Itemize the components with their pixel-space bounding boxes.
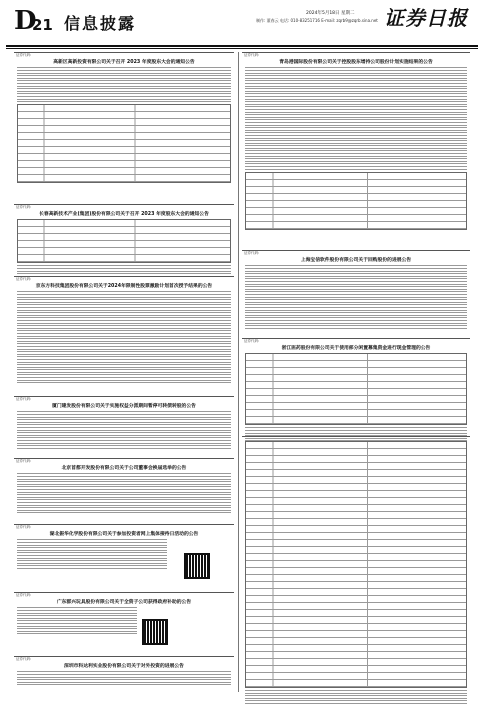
- notice-body: [17, 539, 167, 569]
- notice-title: 厦门建发股份有限公司关于实施权益分派期间暂停可转债转股的公告: [52, 403, 196, 409]
- notice-body: [245, 265, 467, 328]
- page-letter: D: [14, 6, 37, 36]
- notice-2: [14, 204, 234, 275]
- notice-body: [17, 291, 231, 383]
- notice-title: 高新区高新投资有限公司关于召开 2023 年度股东大会的通知公告: [53, 59, 195, 65]
- newspaper-logo: 证券日报: [384, 6, 468, 30]
- notice-1: [14, 52, 234, 203]
- notice-table-block: [242, 436, 470, 693]
- date-line: 2024年5月18日 星期二: [306, 11, 355, 16]
- notice-title: 广东群兴玩具股份有限公司关于全资子公司获得政府补助的公告: [56, 599, 192, 605]
- notice-body: [17, 411, 231, 448]
- notice-code: 证券代码:: [244, 53, 260, 57]
- notice-body: [245, 690, 467, 704]
- section-title: 信息披露: [64, 14, 137, 33]
- notice-code: 证券代码:: [16, 397, 32, 401]
- notice-title: 京东方科技集团股份有限公司关于2024年限制性股票激励计划首次授予结果的公告: [35, 283, 213, 289]
- notice-table: [245, 441, 467, 688]
- column-divider: [238, 52, 239, 692]
- notice-table: [245, 172, 467, 230]
- notice-title: 青岛港国际股份有限公司关于控股股东增持公司股份计划实施结果的公告: [279, 59, 433, 65]
- notice-4: [14, 396, 234, 457]
- notice-code: 证券代码:: [244, 339, 260, 343]
- notice-code: 证券代码:: [16, 277, 32, 281]
- notice-body: [245, 67, 467, 169]
- notice-11: [242, 338, 470, 435]
- qr-code: [142, 619, 168, 645]
- notice-body: [17, 67, 231, 102]
- notice-3: [14, 276, 234, 395]
- notice-title: 深圳市科达利实业股份有限公司关于对外投资的进展公告: [64, 663, 184, 669]
- notice-title: 上海宝信软件股份有限公司关于回购股份的进展公告: [300, 257, 412, 263]
- notice-5: [14, 458, 234, 523]
- notice-code: 证券代码:: [16, 459, 32, 463]
- notice-7: [14, 592, 234, 655]
- notice-table: [17, 104, 231, 183]
- header-rule-thin: [6, 48, 478, 49]
- notice-title: 湖北振华化学股份有限公司关于参加投资者网上集体接待日活动的公告: [49, 531, 199, 537]
- qr-code: [184, 553, 210, 579]
- left-column: [14, 52, 234, 692]
- notice-table: [17, 219, 231, 263]
- notice-8: [14, 656, 234, 693]
- notice-code: 证券代码:: [16, 205, 32, 209]
- notice-body: [17, 607, 137, 634]
- notice-code: 证券代码:: [16, 525, 32, 529]
- notice-table: [245, 353, 467, 425]
- notice-body: [17, 473, 231, 513]
- right-column: [242, 52, 470, 692]
- masthead: [6, 6, 478, 46]
- notice-9: [242, 52, 470, 249]
- notice-code: 证券代码:: [244, 251, 260, 255]
- notice-10: [242, 250, 470, 337]
- header-rule: [6, 45, 478, 47]
- notice-title: 北京首都开发股份有限公司关于公司董事会换届选举的公告: [61, 465, 187, 471]
- contact-line: 制作: 董春云 电话: 010-83251716 E-mail: zqrb9@zqrb.sina.net: [256, 18, 378, 23]
- notice-code: 证券代码:: [16, 53, 32, 57]
- notice-code: 证券代码:: [16, 593, 32, 597]
- page-number: 21: [32, 16, 53, 34]
- notice-body: [17, 671, 231, 685]
- notice-title: 浙江医药股份有限公司关于使用部分闲置募集资金进行现金管理的公告: [281, 345, 431, 351]
- notice-title: 长春高新技术产业(集团)股份有限公司关于召开 2023 年度股东大会的通知公告: [39, 211, 209, 217]
- notice-6: [14, 524, 234, 591]
- notice-code: 证券代码:: [16, 657, 32, 661]
